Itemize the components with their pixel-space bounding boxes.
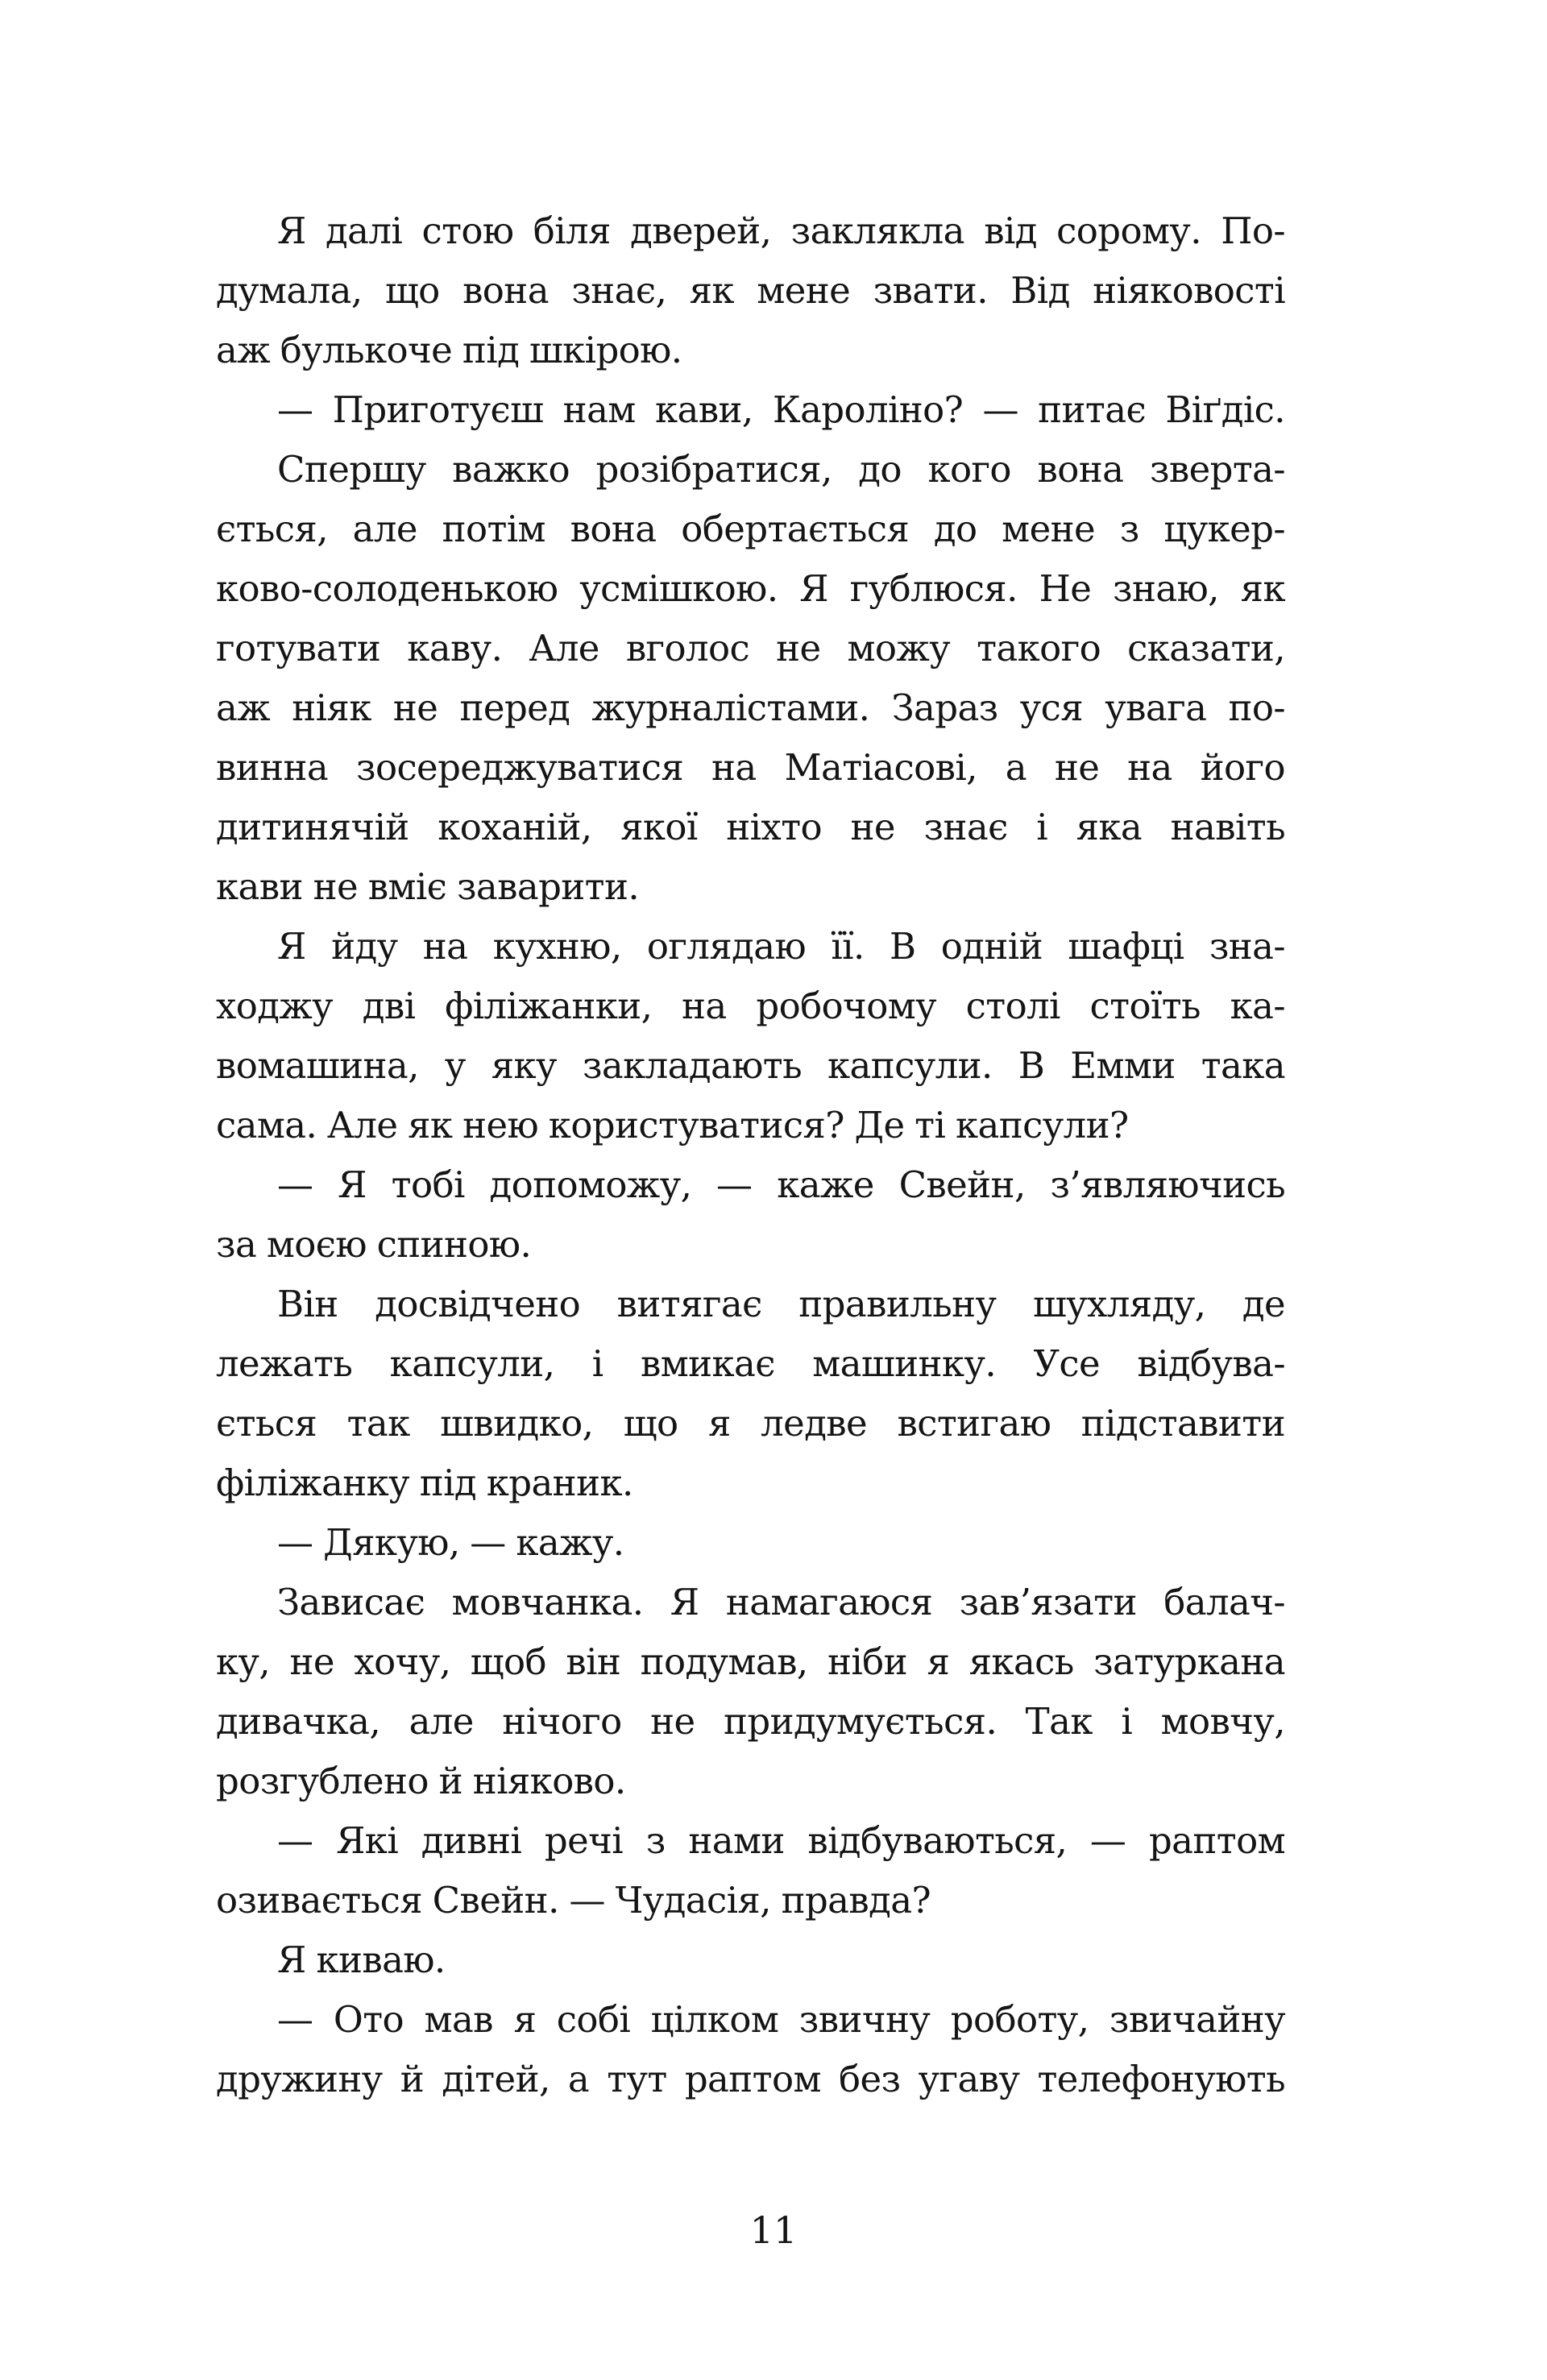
dialogue-line: — Приготуєш нам кави, Кароліно? — питає Віґдіс. bbox=[277, 388, 1285, 431]
text-line: Я йду на кухню, оглядаю її. В одній шафці зна- bbox=[277, 925, 1285, 968]
text-line: філіжанку під краник. bbox=[216, 1462, 633, 1504]
text-line: розгублено й ніяково. bbox=[216, 1760, 626, 1802]
text-line: озивається Свейн. — Чудасія, правда? bbox=[216, 1879, 931, 1922]
text-line: аж булькоче під шкірою. bbox=[216, 329, 682, 371]
dialogue-line: — Ото мав я собі цілком звичну роботу, звичайну bbox=[277, 1998, 1285, 2041]
text-line: ється, але потім вона обертається до мене з цукер- bbox=[216, 508, 1285, 550]
text-line: лежать капсули, і вмикає машинку. Усе відбува- bbox=[216, 1342, 1285, 1385]
text-line: сама. Але як нею користуватися? Де ті капсули? bbox=[216, 1104, 1129, 1146]
text-line: ходжу дві філіжанки, на робочому столі стоїть ка- bbox=[216, 985, 1285, 1027]
text-line: думала, що вона знає, як мене звати. Від ніяковості bbox=[216, 269, 1285, 312]
text-line: дивачка, але нічого не придумується. Так і мовчу, bbox=[216, 1700, 1285, 1743]
dialogue-line: — Я тобі допоможу, — каже Свейн, з’являючись bbox=[277, 1163, 1285, 1206]
text-line: готувати каву. Але вголос не можу такого сказати, bbox=[216, 627, 1285, 670]
text-line: аж ніяк не перед журналістами. Зараз уся увага по- bbox=[216, 686, 1285, 729]
text-line: дитинячій коханій, якої ніхто не знає і яка навіть bbox=[216, 806, 1285, 848]
text-line: Зависає мовчанка. Я намагаюся зав’язати балач- bbox=[277, 1581, 1285, 1623]
text-line: дружину й дітей, а тут раптом без угаву телефонують bbox=[216, 2058, 1285, 2100]
text-line: Я далі стою біля дверей, заклякла від сорому. По- bbox=[277, 209, 1285, 252]
text-line: Я киваю. bbox=[277, 1938, 446, 1981]
text-line: винна зосереджуватися на Матіасові, а не на його bbox=[216, 746, 1285, 789]
dialogue-line: — Які дивні речі з нами відбуваються, — раптом bbox=[277, 1819, 1285, 1862]
text-line: ку, не хочу, щоб він подумав, ніби я якась затуркана bbox=[216, 1640, 1285, 1683]
text-line: Спершу важко розібратися, до кого вона зверта- bbox=[277, 448, 1285, 491]
text-line: ється так швидко, що я ледве встигаю підставити bbox=[216, 1402, 1285, 1445]
text-line: за моєю спиною. bbox=[216, 1223, 532, 1266]
text-line: Він досвідчено витягає правильну шухляду, де bbox=[277, 1283, 1285, 1325]
dialogue-line: — Дякую, — кажу. bbox=[277, 1521, 624, 1564]
text-line: вомашина, у яку закладають капсули. В Емми така bbox=[216, 1044, 1285, 1087]
text-line: кави не вміє заварити. bbox=[216, 865, 640, 908]
page-number: 11 bbox=[749, 2208, 798, 2252]
text-line: ково-солоденькою усмішкою. Я гублюся. Не знаю, як bbox=[216, 567, 1285, 610]
